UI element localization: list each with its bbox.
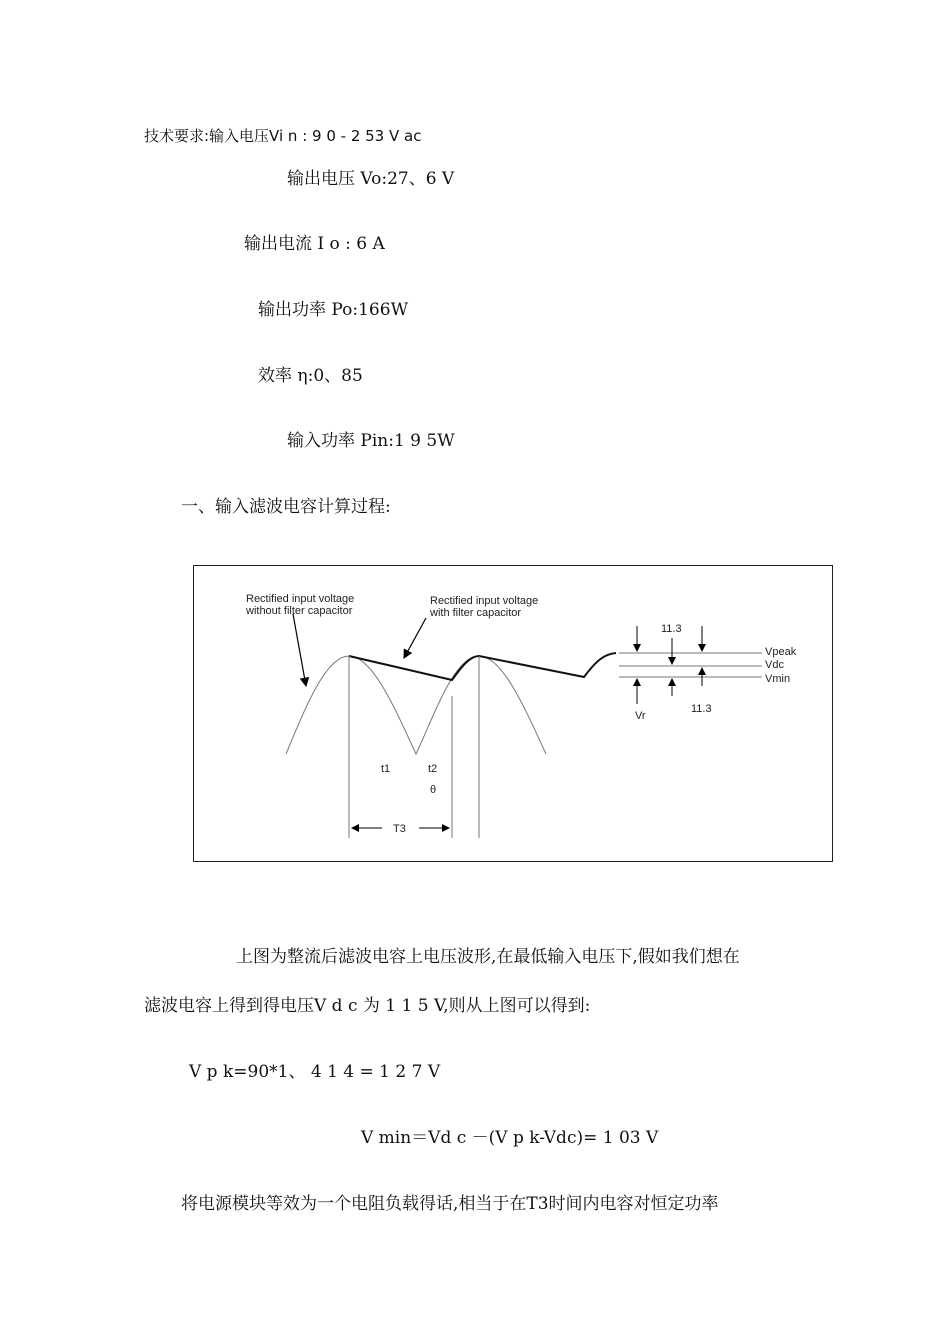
equation-vpk: V p k=90*1、 4 1 4 = 1 2 7 V (189, 1062, 441, 1082)
label-no-cap-line1: Rectified input voltage (246, 593, 355, 605)
label-dim-top: 11.3 (661, 623, 682, 635)
paragraph-1-line-2: 滤波电容上得到得电压V d c 为 1 1 5 V,则从上图可以得到: (144, 996, 591, 1016)
filtered-wave (349, 653, 616, 680)
label-dim-bottom: 11.3 (691, 703, 712, 715)
no-cap-pointer (293, 614, 306, 686)
spec-header: 技术要求:输入电压Vi n : 9 0 - 2 53 V ac (144, 127, 422, 145)
spec-output-power: 输出功率 Po:166W (258, 300, 409, 320)
label-vpeak: Vpeak (765, 646, 797, 658)
label-t2: t2 (428, 763, 438, 775)
label-theta: θ (430, 784, 437, 796)
spec-efficiency: 效率 η:0、85 (258, 366, 363, 386)
spec-output-voltage: 输出电压 Vo:27、6 V (287, 169, 455, 189)
waveform-figure (193, 565, 833, 862)
paragraph-2: 将电源模块等效为一个电阻负载得话,相当于在T3时间内电容对恒定功率 (181, 1194, 719, 1214)
label-no-cap-line2: without filter capacitor (246, 605, 353, 617)
spec-output-current: 输出电流 I o : 6 A (244, 234, 385, 254)
label-t1: t1 (381, 763, 391, 775)
label-cap-line2: with filter capacitor (430, 607, 522, 619)
cap-pointer (404, 618, 426, 658)
label-cap-line1: Rectified input voltage (430, 595, 539, 607)
equation-vmin: V min＝Vd c －(V p k-Vdc)= 1 03 V (361, 1128, 659, 1148)
waveform-diagram (194, 566, 834, 863)
label-t3: T3 (393, 823, 406, 835)
spec-input-power: 输入功率 Pin:1 9 5W (287, 431, 455, 451)
label-vmin: Vmin (765, 673, 791, 685)
paragraph-1-line-1: 上图为整流后滤波电容上电压波形,在最低输入电压下,假如我们想在 (236, 947, 740, 967)
label-vdc: Vdc (765, 659, 784, 671)
section-title: 一、输入滤波电容计算过程: (181, 497, 391, 517)
label-vr: Vr (635, 710, 646, 722)
